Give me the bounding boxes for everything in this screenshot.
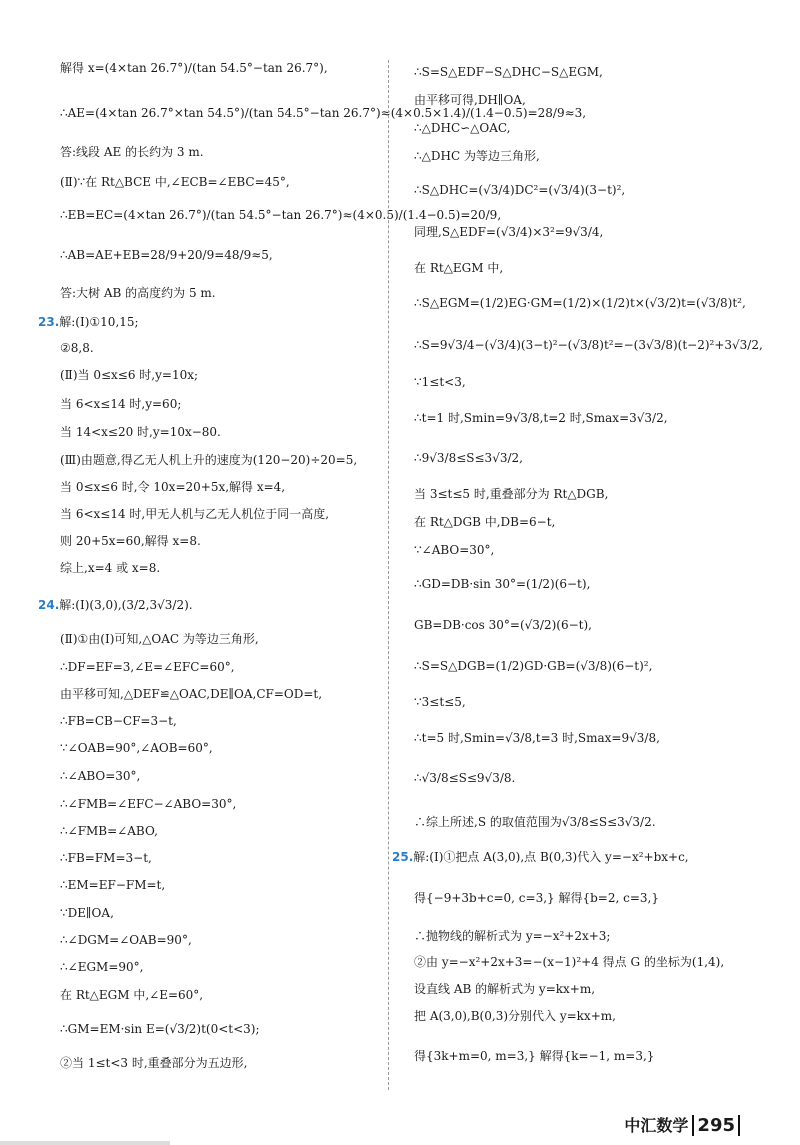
- line-text: 解:(Ⅰ)①10,15;: [59, 315, 139, 329]
- line-text: 当 6<x≤14 时,甲无人机与乙无人机位于同一高度,: [60, 507, 330, 521]
- line-text: 解得 x=(4×tan 26.7°)/(tan 54.5°−tan 26.7°),: [60, 61, 328, 75]
- solution-line: [38, 597, 193, 613]
- line-text: (Ⅲ)由题意,得乙无人机上升的速度为(120−20)÷20=5,: [60, 453, 358, 467]
- solution-line: [60, 285, 216, 301]
- line-text: 得{3k+m=0, m=3,} 解得{k=−1, m=3,}: [414, 1049, 655, 1063]
- solution-line: [414, 260, 503, 276]
- line-text: ∴S=9√3/4−(√3/4)(3−t)²−(√3/8)t²=−(3√3/8)(t−2)²+3√3/2,: [414, 338, 763, 352]
- line-text: 设直线 AB 的解析式为 y=kx+m,: [414, 982, 596, 996]
- solution-line: [414, 450, 523, 466]
- line-text: ∴S=S△EDF−S△DHC−S△EGM,: [414, 65, 603, 79]
- line-text: 当 14<x≤20 时,y=10x−80.: [60, 425, 221, 439]
- solution-line: [60, 686, 322, 702]
- solution-line: [414, 374, 466, 390]
- line-text: ∴t=5 时,Smin=√3/8,t=3 时,Smax=9√3/8,: [414, 731, 660, 745]
- line-text: 在 Rt△EGM 中,: [414, 261, 504, 275]
- line-text: ②8,8.: [60, 341, 94, 355]
- line-text: 解:(Ⅰ)(3,0),(3/2,3√3/2).: [59, 598, 193, 612]
- solution-line: [60, 1055, 247, 1071]
- solution-line: [60, 60, 328, 76]
- solution-line: [60, 659, 235, 675]
- line-text: ②由 y=−x²+2x+3=−(x−1)²+4 得点 G 的坐标为(1,4),: [414, 955, 725, 969]
- line-text: 当 6<x≤14 时,y=60;: [60, 397, 182, 411]
- solution-line: [414, 64, 603, 80]
- line-text: (Ⅱ)∵在 Rt△BCE 中,∠ECB=∠EBC=45°,: [60, 175, 290, 189]
- line-text: ∴∠FMB=∠EFC−∠ABO=30°,: [60, 797, 237, 811]
- solution-line: [414, 410, 668, 426]
- line-text: ∵DE∥OA,: [60, 906, 114, 920]
- solution-line: [60, 533, 201, 549]
- line-text: ∵∠OAB=90°,∠AOB=60°,: [60, 741, 213, 755]
- solution-line: [414, 981, 595, 997]
- solution-line: [414, 730, 660, 746]
- line-text: 答:大树 AB 的高度约为 5 m.: [60, 286, 216, 300]
- solution-line: [60, 740, 213, 756]
- solution-line: [60, 713, 177, 729]
- page-number: 295: [692, 1115, 740, 1136]
- line-text: 解:(Ⅰ)①把点 A(3,0),点 B(0,3)代入 y=−x²+bx+c,: [413, 850, 689, 864]
- line-text: ∴△DHC∽△OAC,: [414, 121, 511, 135]
- line-text: 得{−9+3b+c=0, c=3,} 解得{b=2, c=3,}: [414, 891, 659, 905]
- line-text: (Ⅱ)①由(Ⅰ)可知,△OAC 为等边三角形,: [60, 632, 259, 646]
- line-text: ∴√3/8≤S≤9√3/8.: [414, 771, 516, 785]
- line-text: (Ⅱ)当 0≤x≤6 时,y=10x;: [60, 368, 199, 382]
- line-text: ∴EB=EC=(4×tan 26.7°)/(tan 54.5°−tan 26.7°)≈(4×0.5)/(1.4−0.5)=20/9,: [60, 208, 502, 222]
- line-text: ∴综上所述,S 的取值范围为√3/8≤S≤3√3/2.: [414, 815, 656, 829]
- solution-line: [414, 514, 555, 530]
- solution-line: [38, 314, 139, 330]
- solution-line: [60, 396, 181, 412]
- solution-line: [414, 182, 625, 198]
- line-text: ∴∠EGM=90°,: [60, 960, 144, 974]
- line-text: ∵1≤t<3,: [414, 375, 466, 389]
- solution-line: [60, 905, 114, 921]
- solution-line: [60, 987, 203, 1003]
- solution-line: [414, 617, 592, 633]
- line-text: 当 0≤x≤6 时,令 10x=20+5x,解得 x=4,: [60, 480, 286, 494]
- solution-line: [60, 424, 221, 440]
- solution-line: [60, 452, 357, 468]
- solution-line: [60, 247, 273, 263]
- line-text: 同理,S△EDF=(√3/4)×3²=9√3/4,: [414, 225, 604, 239]
- solution-line: [414, 92, 526, 108]
- line-text: ∴9√3/8≤S≤3√3/2,: [414, 451, 523, 465]
- line-text: ∵3≤t≤5,: [414, 695, 466, 709]
- line-text: 由平移可得,DH∥OA,: [414, 93, 526, 107]
- solution-line: [60, 796, 236, 812]
- line-text: ∴S△DHC=(√3/4)DC²=(√3/4)(3−t)²,: [414, 183, 626, 197]
- solution-line: [60, 207, 501, 223]
- line-text: 由平移可知,△DEF≌△OAC,DE∥OA,CF=OD=t,: [60, 687, 323, 701]
- problem-number: 25.: [392, 850, 414, 864]
- line-text: ∴S=S△DGB=(1/2)GD·GB=(√3/8)(6−t)²,: [414, 659, 653, 673]
- solution-line: [60, 932, 192, 948]
- line-text: ∵∠ABO=30°,: [414, 543, 495, 557]
- line-text: ∴t=1 时,Smin=9√3/8,t=2 时,Smax=3√3/2,: [414, 411, 668, 425]
- solution-line: [414, 1008, 616, 1024]
- solution-line: [60, 174, 290, 190]
- line-text: ∴FB=CB−CF=3−t,: [60, 714, 177, 728]
- solution-line: [414, 120, 511, 136]
- solution-line: [60, 823, 158, 839]
- solution-line: [414, 814, 656, 830]
- line-text: ②当 1≤t<3 时,重叠部分为五边形,: [60, 1056, 248, 1070]
- solution-line: [60, 877, 165, 893]
- solution-line: [60, 479, 285, 495]
- line-text: ∴∠DGM=∠OAB=90°,: [60, 933, 192, 947]
- line-text: 综上,x=4 或 x=8.: [60, 561, 161, 575]
- line-text: ∴FB=FM=3−t,: [60, 851, 152, 865]
- solution-line: [60, 367, 198, 383]
- solution-line: [60, 631, 259, 647]
- footer-title: 中汇数学: [624, 1116, 689, 1135]
- solution-line: [60, 768, 140, 784]
- solution-line: [60, 340, 94, 356]
- line-text: 答:线段 AE 的长约为 3 m.: [60, 145, 204, 159]
- solution-line: [60, 144, 204, 160]
- line-text: ∴AB=AE+EB=28/9+20/9=48/9≈5,: [60, 248, 273, 262]
- line-text: 在 Rt△DGB 中,DB=6−t,: [414, 515, 556, 529]
- line-text: ∴AE=(4×tan 26.7°×tan 54.5°)/(tan 54.5°−tan 26.7°)≈(4×0.5×1.4)/(1.4−0.5)=28/9≈3,: [60, 106, 587, 120]
- line-text: 则 20+5x=60,解得 x=8.: [60, 534, 201, 548]
- page-footer: [624, 1113, 740, 1136]
- line-text: ∴DF=EF=3,∠E=∠EFC=60°,: [60, 660, 235, 674]
- line-text: 当 3≤t≤5 时,重叠部分为 Rt△DGB,: [414, 487, 609, 501]
- line-text: ∴EM=EF−FM=t,: [60, 878, 166, 892]
- solution-line: [414, 295, 746, 311]
- bottom-bar: [0, 1141, 170, 1145]
- line-text: ∴S△EGM=(1/2)EG·GM=(1/2)×(1/2)t×(√3/2)t=(√3/8)t²,: [414, 296, 746, 310]
- solution-line: [414, 694, 466, 710]
- solution-line: [414, 576, 590, 592]
- line-text: 把 A(3,0),B(0,3)分别代入 y=kx+m,: [414, 1009, 616, 1023]
- line-text: ∴GD=DB·sin 30°=(1/2)(6−t),: [414, 577, 591, 591]
- column-divider: [388, 60, 389, 1090]
- solution-line: [414, 890, 659, 906]
- solution-line: [414, 658, 652, 674]
- problem-number: 24.: [38, 598, 60, 612]
- solution-line: [414, 954, 724, 970]
- line-text: 在 Rt△EGM 中,∠E=60°,: [60, 988, 204, 1002]
- solution-line: [414, 770, 515, 786]
- line-text: ∴△DHC 为等边三角形,: [414, 149, 540, 163]
- solution-line: [414, 148, 540, 164]
- solution-line: [60, 560, 160, 576]
- solution-line: [414, 928, 610, 944]
- solution-line: [414, 1048, 654, 1064]
- problem-number: 23.: [38, 315, 60, 329]
- solution-line: [60, 1021, 260, 1037]
- line-text: GB=DB·cos 30°=(√3/2)(6−t),: [414, 618, 592, 632]
- line-text: ∴∠FMB=∠ABO,: [60, 824, 158, 838]
- solution-line: [414, 486, 608, 502]
- solution-line: [414, 224, 603, 240]
- line-text: ∴GM=EM·sin E=(√3/2)t(0<t<3);: [60, 1022, 260, 1036]
- line-text: ∴∠ABO=30°,: [60, 769, 141, 783]
- line-text: ∴抛物线的解析式为 y=−x²+2x+3;: [414, 929, 611, 943]
- solution-line: [414, 542, 494, 558]
- solution-line: [60, 506, 329, 522]
- solution-line: [60, 850, 152, 866]
- solution-line: [392, 849, 689, 865]
- solution-line: [60, 959, 143, 975]
- solution-line: [414, 337, 763, 353]
